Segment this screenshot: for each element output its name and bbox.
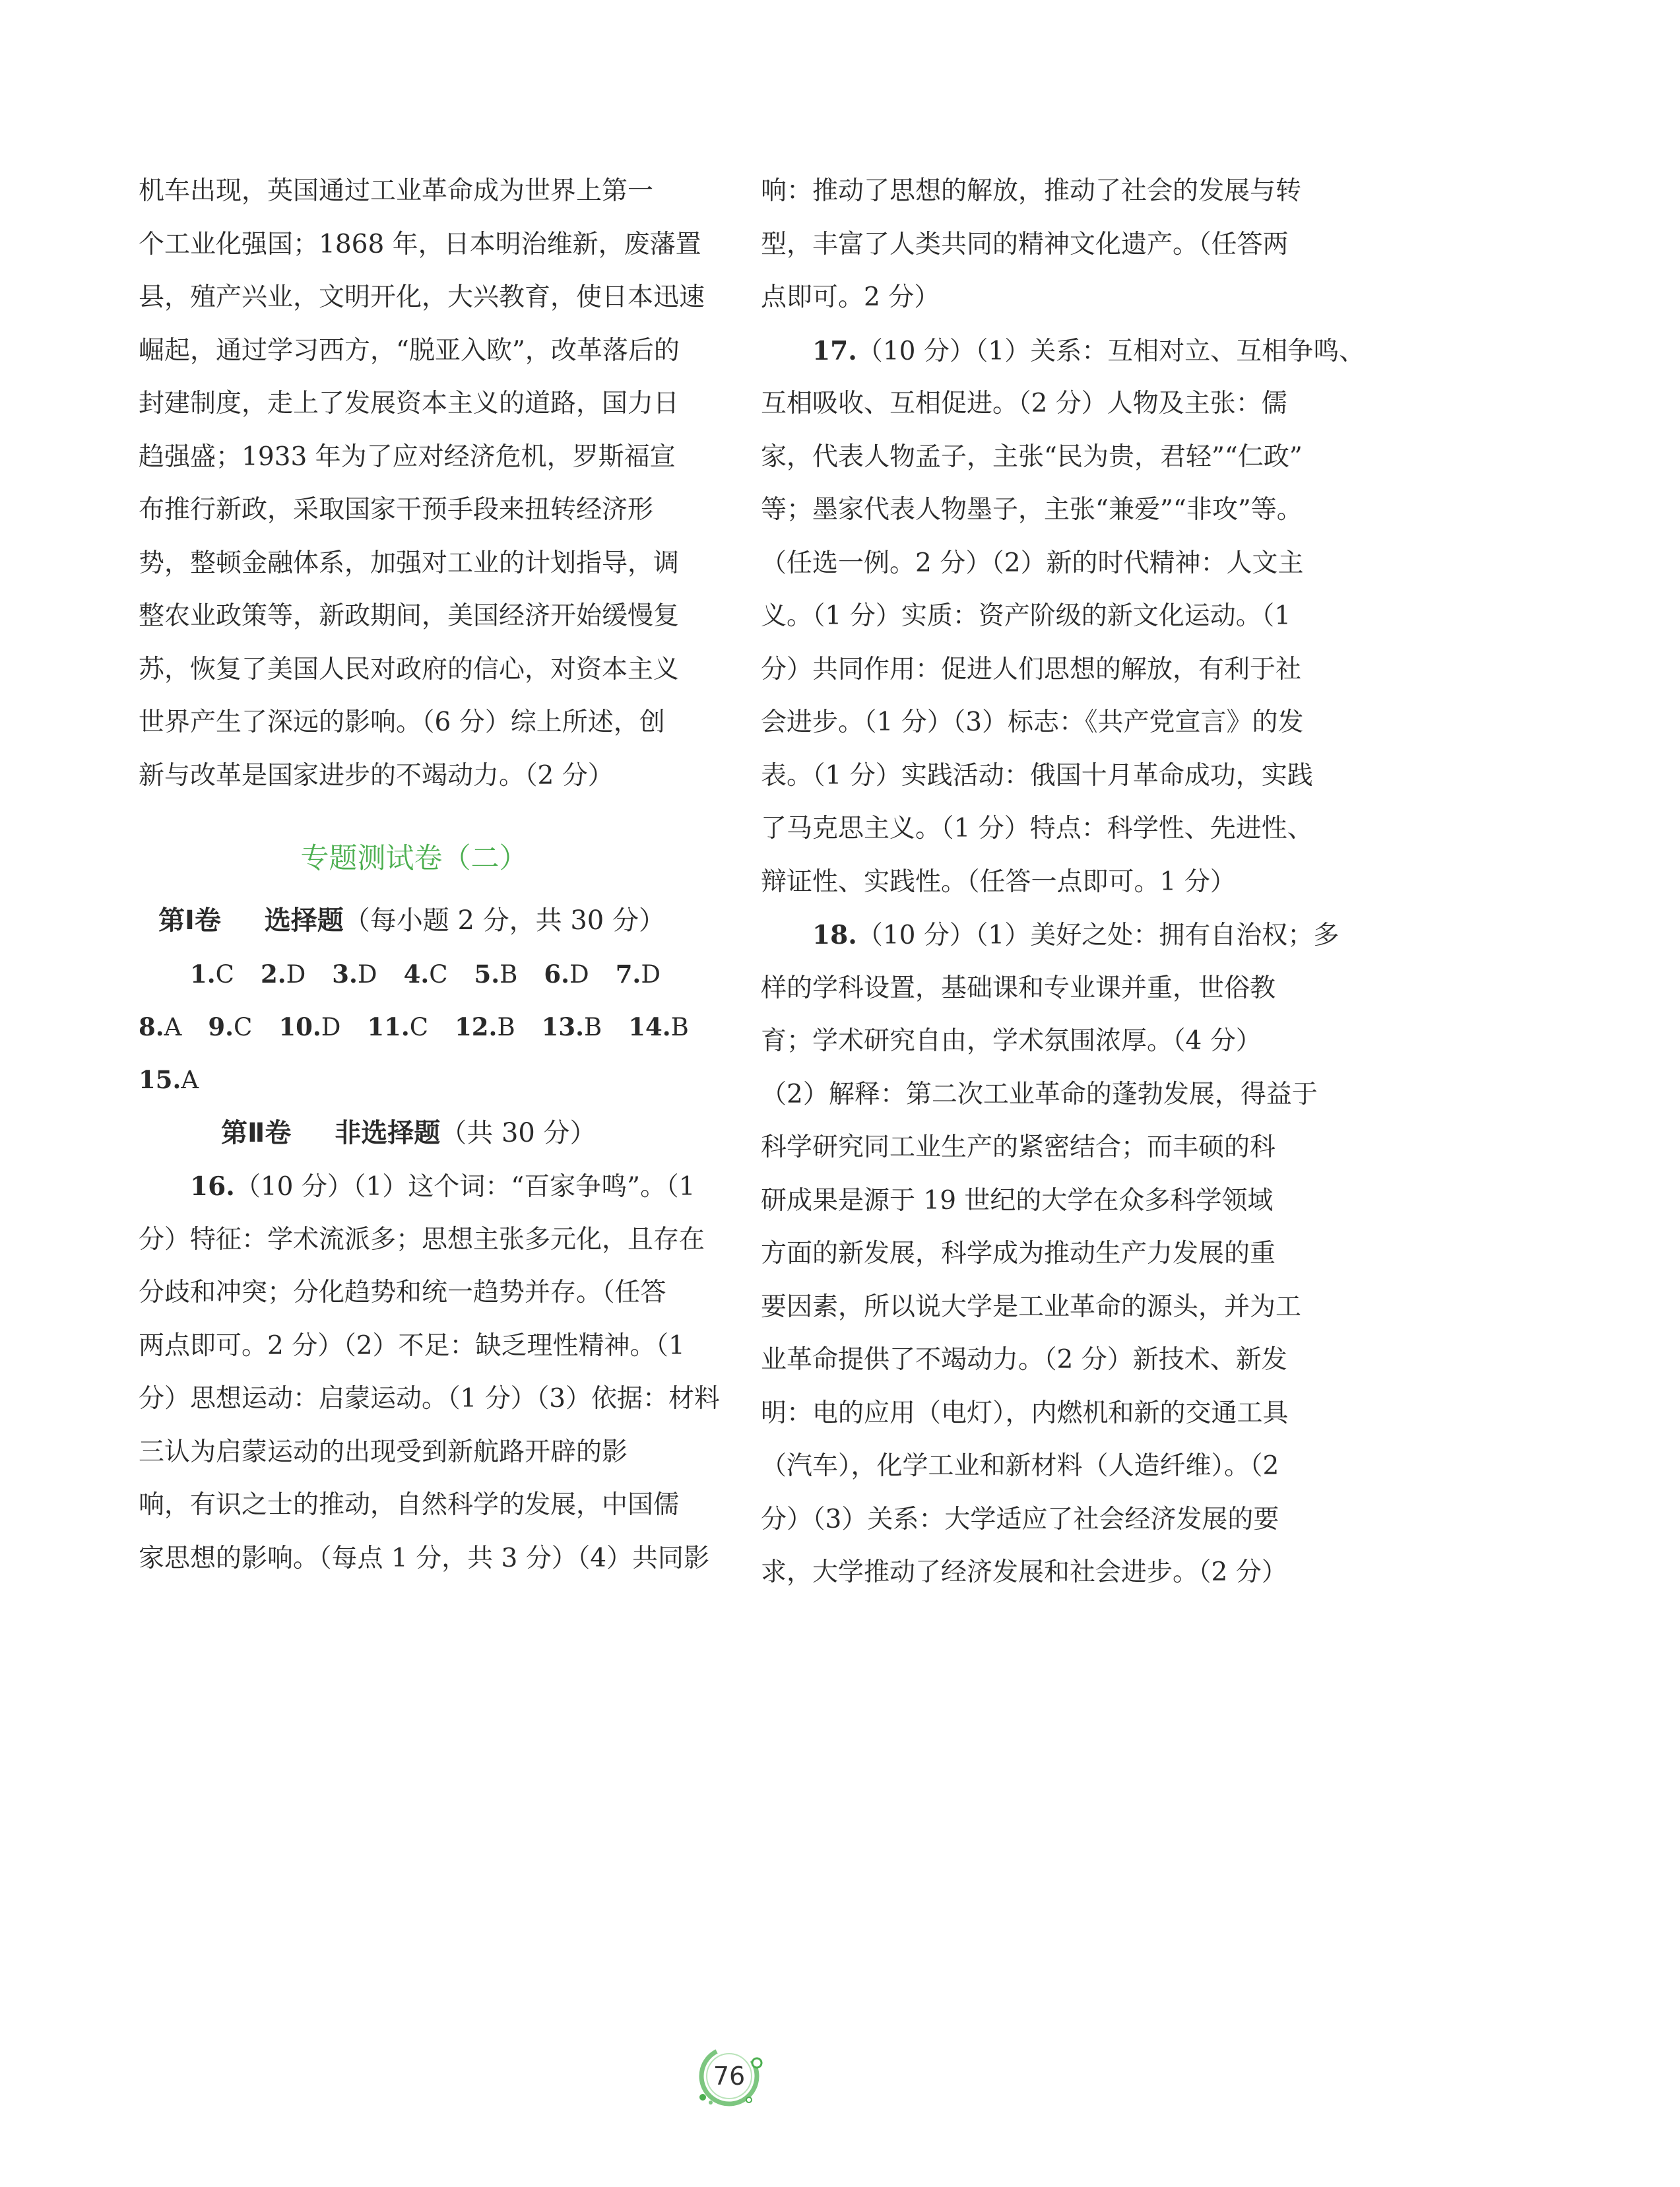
left-column — [139, 165, 721, 1585]
text-line: （汽车），化学工业和新材料（人造纤维）。（2 — [761, 1451, 1279, 1481]
text-line: 苏，恢复了美国人民对政府的信心，对资本主义 — [139, 654, 680, 684]
text-line: 业革命提供了不竭动力。（2 分）新技术、新发 — [761, 1345, 1287, 1375]
question-number: 18. — [812, 920, 857, 950]
answer-row-3 — [139, 1053, 690, 1106]
text-line: 育；学术研究自由，学术氛围浓厚。（4 分） — [761, 1026, 1262, 1056]
text-line: 两点即可。2 分）（2）不足：缺乏理性精神。（1 — [139, 1330, 685, 1361]
answer-item: 5.B — [474, 960, 518, 989]
text-line: 三认为启蒙运动的出现受到新航路开辟的影 — [139, 1437, 628, 1467]
question-18-first-line: 18.（10 分）（1）美好之处：拥有自治权；多 — [812, 920, 1340, 950]
part1-note: （每小题 2 分，共 30 分） — [343, 905, 665, 936]
page-number-badge — [683, 2043, 775, 2109]
text-line: 整农业政策等，新政期间，美国经济开始缓慢复 — [139, 601, 680, 631]
section-title: 专题测试卷（二） — [300, 842, 528, 875]
text-line: 了马克思主义。（1 分）特点：科学性、先进性、 — [761, 814, 1313, 843]
text-line: 个工业化强国；1868 年，日本明治维新，废藩置 — [139, 229, 701, 259]
page-number: 76 — [713, 2062, 746, 2091]
answer-item: 3.D — [332, 960, 377, 989]
question-number: 17. — [812, 335, 857, 366]
part1-heading — [139, 894, 690, 948]
text-line: 家思想的影响。（每点 1 分，共 3 分）（4）共同影 — [139, 1543, 710, 1573]
answer-item: 1.C — [190, 960, 234, 989]
answer-item: 11.C — [367, 1012, 429, 1041]
text-line: 趋强盛；1933 年为了应对经济危机，罗斯福宣 — [139, 441, 676, 472]
part2-name: 非选择题 — [335, 1118, 441, 1148]
text-line: （任选一例。2 分）（2）新的时代精神：人文主 — [761, 548, 1304, 578]
text-line: 县，殖产兴业，文明开化，大兴教育，使日本迅速 — [139, 282, 705, 312]
answer-item: 9.C — [208, 1012, 253, 1041]
answer-item: 7.D — [615, 960, 661, 989]
text-line: 分）共同作用：促进人们思想的解放，有利于社 — [761, 654, 1302, 684]
text-line: 辩证性、实践性。（任答一点即可。1 分） — [761, 866, 1236, 897]
text-line: 新与改革是国家进步的不竭动力。（2 分） — [139, 760, 614, 791]
text-line: 等；墨家代表人物墨子，主张“兼爱”“非攻”等。 — [761, 495, 1303, 525]
text-line: 分歧和冲突；分化趋势和统一趋势并存。（任答 — [139, 1278, 666, 1307]
text-line: 响，有识之士的推动，自然科学的发展，中国儒 — [139, 1490, 680, 1520]
text-line: 点即可。2 分） — [761, 282, 940, 312]
answer-item: 10.D — [278, 1012, 341, 1041]
text-line: 崛起，通过学习西方，“脱亚入欧”，改革落后的 — [139, 335, 680, 366]
answer-item: 13.B — [541, 1012, 602, 1041]
text-line: 分）（3）关系：大学适应了社会经济发展的要 — [761, 1504, 1279, 1534]
answer-item: 14.B — [628, 1012, 689, 1041]
text-line: 型，丰富了人类共同的精神文化遗产。（任答两 — [761, 229, 1289, 259]
right-column — [761, 165, 1365, 1600]
answer-item: 4.C — [403, 960, 448, 989]
part1-name: 选择题 — [264, 905, 344, 936]
text-line: 明：电的应用（电灯），内燃机和新的交通工具 — [761, 1398, 1289, 1428]
text-line: 样的学科设置，基础课和专业课并重，世俗教 — [761, 973, 1276, 1003]
question-number: 16. — [190, 1171, 235, 1202]
part2-label: 第Ⅱ卷 — [221, 1118, 292, 1148]
text-line: 方面的新发展，科学成为推动生产力发展的重 — [761, 1239, 1276, 1268]
part2-heading — [139, 1106, 690, 1160]
text-line: 表。（1 分）实践活动：俄国十月革命成功，实践 — [761, 760, 1313, 791]
text-line: （2）解释：第二次工业革命的蓬勃发展，得益于 — [761, 1079, 1318, 1109]
question-17-first-line: 17.（10 分）（1）关系：互相对立、互相争鸣、 — [812, 335, 1365, 366]
answer-item: 6.D — [544, 960, 589, 989]
answer-item: 8.A — [139, 1012, 182, 1041]
part2-note: （共 30 分） — [440, 1118, 597, 1148]
answer-item: 12.B — [455, 1012, 515, 1041]
text-line: 互相吸收、互相促进。（2 分）人物及主张：儒 — [761, 389, 1287, 418]
text-line: 求，大学推动了经济发展和社会进步。（2 分） — [761, 1557, 1287, 1587]
question-16-first-line: 16.（10 分）（1）这个词：“百家争鸣”。（1 — [190, 1171, 695, 1202]
answer-row-2 — [139, 1000, 690, 1053]
answer-item: 2.D — [260, 960, 306, 989]
text-line: 世界产生了深远的影响。（6 分）综上所述，创 — [139, 707, 665, 737]
text-line: 分）思想运动：启蒙运动。（1 分）（3）依据：材料 — [139, 1384, 721, 1414]
text-line: 要因素，所以说大学是工业革命的源头，并为工 — [761, 1291, 1302, 1322]
text-line: 分）特征：学术流派多；思想主张多元化，且存在 — [139, 1224, 705, 1255]
text-line: 义。（1 分）实质：资产阶级的新文化运动。（1 — [761, 601, 1291, 631]
text-line: 家，代表人物孟子，主张“民为贵，君轻”“仁政” — [761, 441, 1303, 472]
text-line: 封建制度，走上了发展资本主义的道路，国力日 — [139, 389, 680, 418]
text-line: 科学研究同工业生产的紧密结合；而丰硕的科 — [761, 1132, 1276, 1162]
text-line: 布推行新政，采取国家干预手段来扭转经济形 — [139, 495, 654, 525]
text-line: 机车出现，英国通过工业革命成为世界上第一 — [139, 176, 654, 206]
text-line: 会进步。（1 分）（3）标志：《共产党宣言》的发 — [761, 707, 1304, 737]
text-line: 响：推动了思想的解放，推动了社会的发展与转 — [761, 176, 1302, 206]
answer-item: 15.A — [139, 1065, 199, 1094]
answer-row-1 — [139, 948, 690, 1000]
text-line: 势，整顿金融体系，加强对工业的计划指导，调 — [139, 548, 680, 578]
text-line: 研成果是源于 19 世纪的大学在众多科学领域 — [761, 1185, 1274, 1216]
part1-label: 第Ⅰ卷 — [158, 905, 221, 936]
